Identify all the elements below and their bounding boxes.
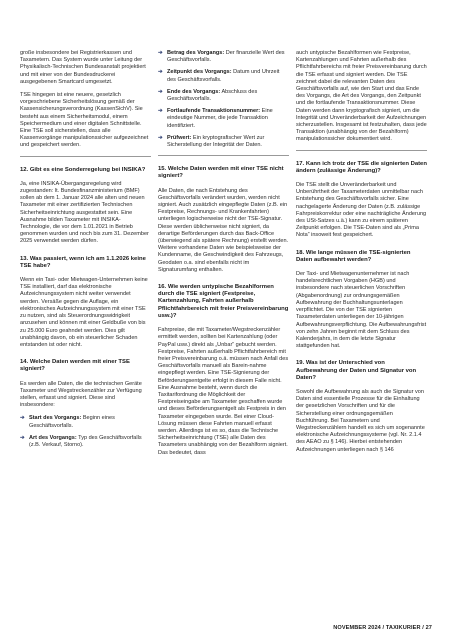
answer-12: Ja, eine INSIKA-Übergangsregelung wird zugestanden: lt. Bundesfinanzministerium (BMF) sollen ab dem 1. Januar 2024 alle alten und neuen Taxameter mit einer zertifizierten Technischen Sicherheitseinrichtung ausgestattet sein. Eine Ausnahme bilden Taxameter mit INSIKA-Technologie, die vor dem 1.01.2021 in Betrieb genommen wurden und noch bis zum 31. Dezember 2025 verwendet werden dürfen. — [20, 180, 149, 245]
divider — [20, 156, 151, 157]
list-item: ➔ Start des Vorgangs: Beginn eines Geschäftsvorfalls. — [20, 415, 115, 429]
question-heading-13: 13. Was passiert, wenn ich am 1.1.2026 keine TSE habe? — [20, 255, 146, 269]
arrow-right-icon: ➔ — [158, 88, 163, 95]
list-item: ➔ Ende des Vorgangs: Abschluss des Geschäftsvorfalls. — [158, 88, 258, 103]
paragraph: auch untypische Bezahlformen wie Festpreise, Kartenzahlungen und Fahrten außerhalb des Pflichtfahrbereichs mit freier Preisvereinbarung durch die TSE erfasst und signiert werden. Die TSE zeichnet dabei die relevanten Daten des Geschäftsvorfalls auf, wie den Start und das Ende des Vorgangs, die Art des Vorgangs, den Zeitpunkt und die fortlaufende Transaktionsnummer. Diese Daten werden dann kryptografisch signiert, um die Integrität und Unveränderbarkeit der Aufzeichnungen sicherzustellen. Insgesamt ist festzuhalten, dass jede Transaktion (unabhängig von der Bezahlform) manipulationssicher dokumentiert wird. — [296, 50, 427, 143]
answer-13: Wenn ein Taxi- oder Mietwagen-Unternehmen keine TSE installiert, darf das elektronische Aufzeichnungssystem nicht weiter verwendet werden. Versäße gegen die Auflage, ein elektronisches Aufzeichnungssystem mit einer TSE zu nutzen, sind als Steuerordnungswidrigkeit anzusehen und können mit einer Geldbuße von bis zu 25.000 Euro geahndet werden. Dies gilt unabhängig davon, ob ein steuerlicher Schaden entstanden ist oder nicht. — [20, 277, 148, 348]
paragraph: TSE hingegen ist eine neuere, gesetzlich vorgeschriebene Sicherheitslösung gemäß der Kassensicherungsverordnung (KassenSichV). Sie besteht aus einem Sicherheitsmodul, einem Speichermedium und einer digitalen Schnittstelle. Eine TSE soll sicherstellen, dass alle Kassenvorgänge manipulationssicher aufgezeichnet und gespeichert werden. — [20, 92, 149, 149]
arrow-right-icon: ➔ — [158, 108, 163, 115]
signed-data-list — [20, 415, 151, 449]
answer-18: Der Taxi- und Mietwagenunternehmer ist nach handelsrechtlichen Vorgaben (HGB) und insbesondere nach steuerlichen Vorschriften (Abgabenordnung) zur ordnungsgemäßen Aufbewahrung der Buchhaltungsunterlagen verpflichtet. Die von der TSE signierten Taxameterdaten unterliegen der 10-jährigen Aufbewahrungsverpflichtung. Die Aufbewahrungsfrist von zehn Jahren beginnt mit dem Schluss des Kalenderjahrs, in dem die letzte Signatur stattgefunden hat. — [296, 271, 427, 350]
column-1 — [20, 50, 151, 455]
question-heading-17: 17. Kann ich trotz der TSE die signierten Daten ändern (zulässige Änderung)? — [296, 160, 427, 174]
signed-data-list — [158, 50, 289, 149]
arrow-right-icon: ➔ — [20, 415, 25, 422]
question-heading-15: 15. Welche Daten werden mit einer TSE nicht signiert? — [158, 166, 284, 180]
answer-19: Sowohl die Aufbewahrung als auch die Signatur von Daten sind essentielle Prozesse für die Einhaltung der gesetzlichen Vorschriften und für die Sicherstellung einer ordnungsgemäßen Buchführung. Bei Taxametern und Wegstreckenzählern handelt es sich um sogenannte elektronische Aufzeichnungssysteme (vgl. Nr. 2.1.4 des AEAO zu § 146). Hierbei entstehenden Aufzeichnungen unterliegen nach § 146 — [296, 388, 425, 453]
divider — [158, 155, 289, 156]
question-heading-18: 18. Wie lange müssen die TSE-signierten Daten aufbewahrt werden? — [296, 249, 411, 263]
answer-16: Fahrpreise, die mit Taxameter/Wegstreckenzähler ermittelt werden, sollten bei Kartenzahlung (oder PayPal usw.) direkt als „Unbar“ gebucht werden. Festpreise, Fahrten außerhalb Pflichtfahrbereich mit freier Preisvereinbarung o.ä. müssen nach Anfall des Geschäftsvorfalls manuell als Barein-nahme eingepflegt werden. Eine TSE-Signierung der Beförderungsentgelte erfolgt in diesem Falle nicht. Eine Ausnahme besteht, wenn durch die Taxitarifordnung die Möglichkeit der Festpreiseingabe am Taxameter geschaffen wurde und dieses Beförderungsentgelt als Festpreis in den Taxameter eingegeben wurde. Bei einer Cloud-Lösung müssen diese Fahrten manuell erfasst werden. Allerdings ist es so, dass die Technische Sicherheitseinrichtung (TSE) alle Daten des Taxameters unabhängig von der Bezahlform signiert. Das bedeutet, dass — [158, 327, 289, 456]
answer-15: Alle Daten, die nach Entstehung des Geschäftsvorfalls verändert wurden, werden nicht signiert. Auch zusätzlich eingepflegte Daten (z.B. ein Festpreise, Rechnungs- und Krankenfahrten) unterliegen logischerweise nicht der TSE-Signatur. Diese werden üblicherweise nicht signiert, da derartige Beförderungen durch das Back-Office (überwiegend als spätere Rechnung) erstellt werden. Weitere vorhandene Daten wie beispielsweise der Kundenname, die Geschwindigkeit des Fahrzeugs, Geodaten o.a. sind ebenfalls nicht im Signaturumfang enthalten. — [158, 187, 289, 273]
question-heading-14: 14. Welche Daten werden mit einer TSE signiert? — [20, 359, 130, 373]
list-item: ➔ Art des Vorgangs: Typ des Geschäftsvorfalls (z.B. Verkauf, Storno). — [20, 434, 142, 448]
question-heading-16: 16. Wie werden untypische Bezahlformen durch die TSE signiert (Festpreise, Kartenzahlung, Fahrten außerhalb Pflichtfahrbereich mit freier Preisvereinbarung usw.)? — [158, 284, 289, 319]
question-heading-12: 12. Gibt es eine Sonderregelung bei INSIKA? — [20, 166, 146, 173]
list-item: ➔ Zeitpunkt des Vorgangs: Datum und Uhrzeit des Geschäftsvorfalls. — [158, 69, 280, 83]
list-item: ➔ Prüfwert: Ein kryptografischer Wert zur Sicherstellung der Integrität der Daten. — [158, 134, 265, 149]
list-item: ➔ Fortlaufende Transaktionsnummer: Eine eindeutige Nummer, die jede Transaktion identifiziert. — [158, 108, 273, 129]
column-3 — [296, 50, 427, 460]
answer-14: Es werden alle Daten, die die technischen Geräte Taxameter und Wegstreckenzähler zur Verfügung stellen, erfasst und signiert. Diese sind insbesondere: — [20, 380, 142, 409]
question-heading-19: 19. Was ist der Unterschied von Aufbewahrung der Daten und Signatur von Daten? — [296, 360, 417, 381]
column-2 — [158, 50, 289, 463]
answer-17: Die TSE stellt die Unveränderbarkeit und Unberührtheit der Taxameterdaten unmittelbar nach Entstehung des Geschäftsvorfalls sicher. Eine nachgelagerte Änderung der Daten (z.B. zulässige Fahrpreiskorrektur oder eine nachträgliche Änderung des USt-Satzes u.ä.) kann zu einem späteren Zeitpunkt erfolgen. Die TSE-Daten sind als „Prima Nota“ insoweit fest gespeichert. — [296, 182, 427, 239]
divider — [296, 150, 427, 151]
paragraph: große insbesondere bei Registrierkassen und Taxametern. Das System wurde unter Leitung der Physikalisch-Technischen Bundesanstalt projektiert und mit einer von der Bundesdruckerei ausgegebenen Smartcard umgesetzt. — [20, 50, 146, 85]
arrow-right-icon: ➔ — [20, 434, 25, 441]
page-footer: NOVEMBER 2024 / TAXIKURIER / 27 — [333, 625, 432, 631]
list-item: ➔ Betrag des Vorgangs: Der finanzielle Wert des Geschäftsvorfalls. — [158, 50, 285, 64]
arrow-right-icon: ➔ — [158, 50, 163, 56]
arrow-right-icon: ➔ — [158, 134, 163, 141]
arrow-right-icon: ➔ — [158, 69, 163, 76]
